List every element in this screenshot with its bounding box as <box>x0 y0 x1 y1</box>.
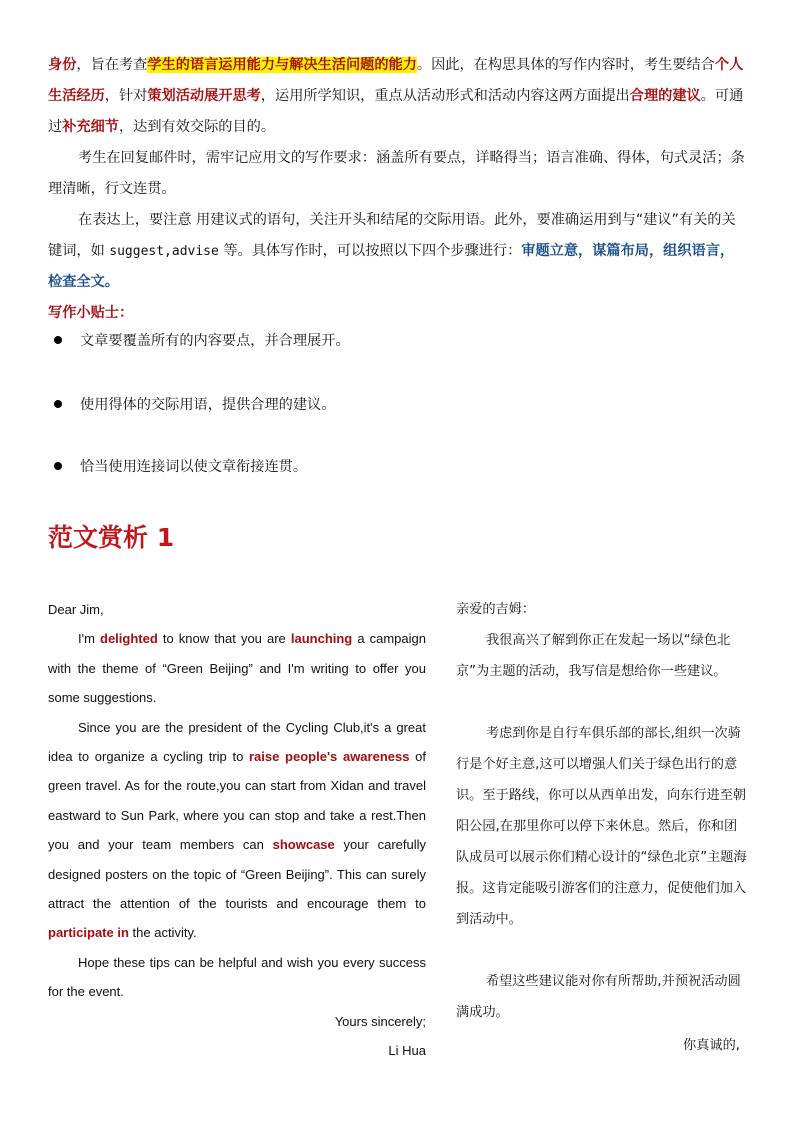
tip-item <box>48 394 335 414</box>
zh-paragraph-2: 考虑到你是自行车俱乐部的部长,组织一次骑行是个好主意,这可以增强人们关于绿色出行的意识。至于路线，你可以从西单出发，向东行进至朝阳公园,在那里你可以停下来休息。然后，你和团队成员可以展示你们精心设计的“绿色北京”主题海报。这肯定能吸引游客们的注意力，促使他们加入到活动中。 <box>456 726 747 927</box>
zh-closing: 你真诚的, <box>683 1038 740 1053</box>
tip-item <box>48 456 307 476</box>
text-run: ，旨在考查 <box>76 57 148 73</box>
letter-paragraph-3: Hope these tips can be helpful and wish you every success for the event. <box>48 954 426 1000</box>
tip-item <box>48 330 350 350</box>
kw-personal-experience: 个人生活经历 <box>48 57 744 104</box>
letter-chinese <box>456 594 750 1061</box>
bullet-dot-icon <box>54 336 62 344</box>
text-run: 在表达上，要注意 用建议式的语句，关注开头和结尾的交际用语。此外，要准确运用到与“建议”有关的关键词，如 <box>48 212 736 259</box>
zh-greeting: 亲爱的吉姆： <box>456 602 536 617</box>
kw-identity: 身份 <box>48 57 77 73</box>
tips-title: 写作小贴士： <box>48 305 134 321</box>
text-run: ，达到有效交际的目的。 <box>118 119 276 135</box>
section-title: 范文赏析 1 <box>48 523 175 552</box>
kw-suggest-advise: suggest,advise <box>109 244 219 259</box>
tip-text: 文章要覆盖所有的内容要点，并合理展开。 <box>80 333 350 349</box>
letter-paragraph-1 <box>48 624 426 712</box>
kw-showcase: showcase <box>272 837 335 853</box>
kw-four-steps: 审题立意，谋篇布局，组织语言，检查全文。 <box>48 243 735 290</box>
bullet-dot-icon <box>54 462 62 470</box>
kw-highlight-ability: 学生的语言运用能力与解决生活问题的能力 <box>147 57 417 73</box>
text-run: I'm <box>78 631 100 647</box>
letter-paragraph-2 <box>48 713 426 948</box>
kw-add-details: 补充细节 <box>62 119 119 135</box>
letter-signature: Li Hua <box>388 1043 426 1059</box>
text-run: the activity. <box>128 925 197 941</box>
text-run: a campaign with the theme of “Green Beijing” and I'm writing to offer you some suggestions. <box>48 631 426 706</box>
spacer <box>456 687 750 718</box>
intro-paragraph-3 <box>48 205 748 298</box>
zh-paragraph-3: 希望这些建议能对你有所帮助,并预祝活动圆满成功。 <box>456 974 741 1020</box>
kw-participate-in: participate in <box>48 925 129 941</box>
kw-launching: launching <box>290 631 353 647</box>
text-run: your carefully designed posters on the topic of “Green Beijing”. This can surely attract the attention of the tourists and encourage them to <box>48 837 427 912</box>
kw-reasonable-advice: 合理的建议 <box>629 88 701 104</box>
text-run: 等。具体写作时，可以按照以下四个步骤进行： <box>218 243 522 259</box>
tip-text: 使用得体的交际用语，提供合理的建议。 <box>80 397 336 413</box>
intro-paragraph-2: 考生在回复邮件时，需牢记应用文的写作要求：涵盖所有要点，详略得当；语言准确、得体，句式灵活；条理清晰，行文连贯。 <box>48 150 745 197</box>
letter-greeting: Dear Jim, <box>48 602 104 617</box>
text-run: 。因此，在构思具体的写作内容时，考生要结合 <box>416 57 715 73</box>
letter-english <box>48 595 426 1066</box>
kw-plan-activity: 策划活动展开思考 <box>147 88 261 104</box>
text-run: ，运用所学知识，重点从活动形式和活动内容这两方面提出 <box>260 88 630 104</box>
text-run: to know that you are <box>157 631 291 647</box>
spacer <box>456 935 750 966</box>
bullet-dot-icon <box>54 400 62 408</box>
intro-paragraph-1 <box>48 50 748 143</box>
text-run: of green travel. As for the route,you can start from Xidan and travel eastward to Sun Park, where you can stop and take a rest.Then you and your team members can <box>48 749 426 853</box>
text-run: 。可通过 <box>48 88 744 135</box>
kw-delighted: delighted <box>100 631 158 647</box>
zh-paragraph-1: 我很高兴了解到你正在发起一场以“绿色北京”为主题的活动，我写信是想给你一些建议。 <box>456 633 731 679</box>
letter-closing: Yours sincerely; <box>334 1013 426 1029</box>
tip-text: 恰当使用连接词以使文章衔接连贯。 <box>80 459 308 475</box>
text-run: ，针对 <box>104 88 148 104</box>
intro-text <box>48 50 748 329</box>
text-run: Since you are the president of the Cycling Club,it's a great idea to organize a cycling trip to <box>48 719 426 765</box>
kw-raise-awareness: raise people's awareness <box>249 749 410 765</box>
